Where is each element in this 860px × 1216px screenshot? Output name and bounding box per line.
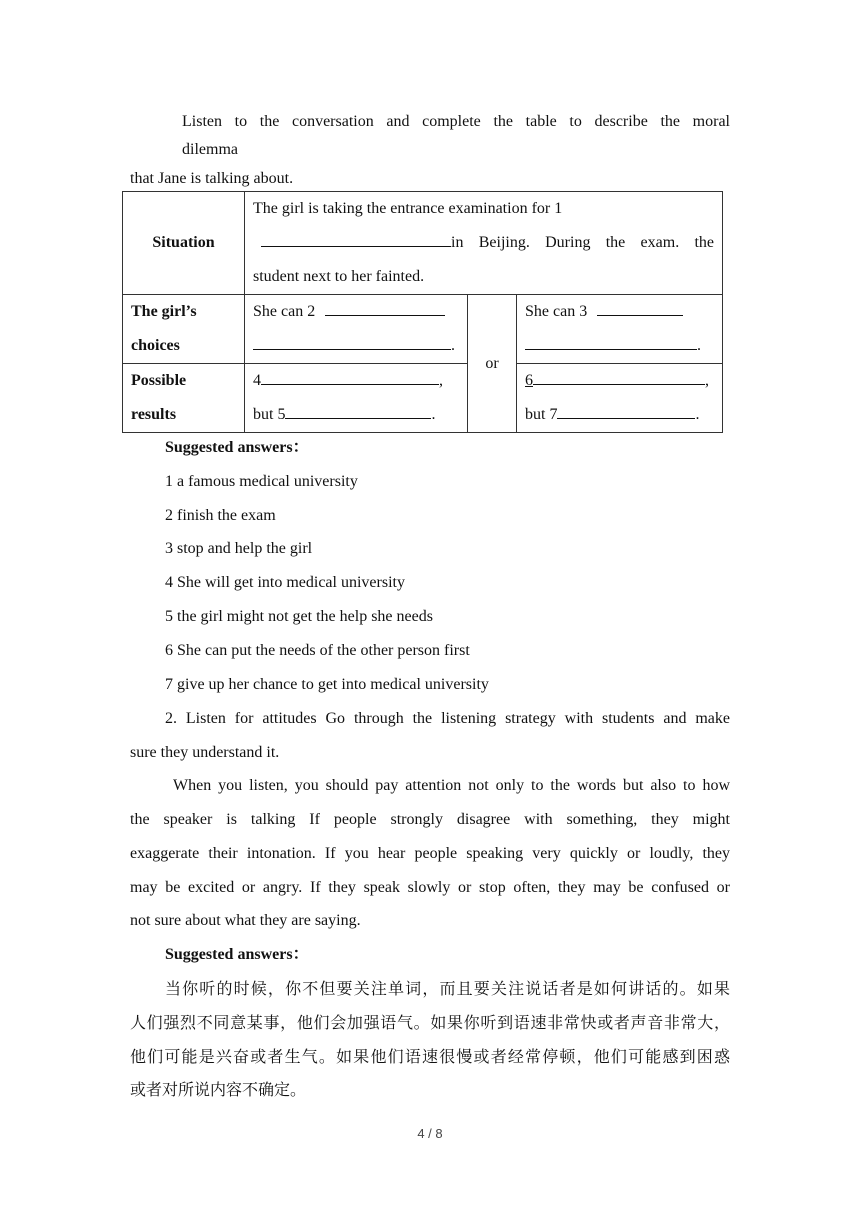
answer-item: 5 the girl might not get the help she needs (165, 608, 433, 625)
result-4-prefix: 4 (253, 372, 261, 389)
results-row (123, 364, 723, 433)
results-header-line-1: Possible (131, 372, 187, 389)
page-number: 4 / 8 (417, 1126, 443, 1141)
blank-7[interactable] (557, 401, 695, 419)
choice-a-end: . (451, 337, 455, 354)
blank-5[interactable] (285, 401, 431, 419)
answer-item: 3 stop and help the girl (165, 540, 313, 557)
blank-4[interactable] (261, 367, 439, 385)
section2-line-1: 2. Listen for attitudes Go through the listening strategy with students and make (165, 710, 730, 727)
answer-item: 6 She can put the needs of the other person first (165, 642, 470, 659)
choices-header-line-1: The girl’s (131, 303, 197, 320)
blank-2a[interactable] (325, 298, 445, 316)
dilemma-table (122, 191, 723, 433)
choice-b-prefix: She can 3 (525, 303, 588, 320)
cn-line-3: 他们可能是兴奋或者生气。如果他们语速很慢或者经常停顿，他们可能感到困惑 (130, 1047, 730, 1066)
result-7-end: . (695, 406, 700, 423)
results-header (123, 364, 245, 433)
choice-a-cell (245, 295, 468, 364)
cn-line-1: 当你听的时候，你不但要关注单词，而且要关注说话者是如何讲话的。如果 (165, 979, 730, 998)
result-6-end: , (705, 372, 709, 389)
choices-header (123, 295, 245, 364)
answer-item: 7 give up her chance to get into medical university (165, 676, 489, 693)
intro-line-3: that Jane is talking about. (130, 170, 294, 187)
blank-6[interactable] (533, 367, 705, 385)
situation-line-2-text: in Beijing. During the exam. the (451, 234, 715, 251)
section2-line-2: sure they understand it. (130, 744, 280, 761)
choice-a-prefix: She can 2 (253, 303, 316, 320)
intro-line-1: Listen to the conversation and complete the table to describe the moral (182, 113, 730, 130)
answers-heading-2: Suggested answers： (165, 946, 309, 963)
situation-header: Situation (123, 192, 245, 295)
choice-b-end: . (697, 337, 701, 354)
answer-item: 2 finish the exam (165, 507, 276, 524)
paragraph-line-1: When you listen, you should pay attention not only to the words but also to how (173, 777, 730, 794)
or-cell: or (468, 295, 517, 433)
blank-2b[interactable] (253, 332, 451, 350)
situation-line-1: The girl is taking the entrance examination for 1 (253, 200, 563, 217)
paragraph-line-3: exaggerate their intonation. If you hear people speaking very quickly or loudly, they (130, 845, 730, 862)
answer-item: 4 She will get into medical university (165, 574, 405, 591)
results-b-cell (517, 364, 723, 433)
answer-item: 1 a famous medical university (165, 473, 358, 490)
situation-line-2 (253, 226, 714, 260)
result-5-end: . (431, 406, 436, 423)
blank-3a[interactable] (597, 298, 683, 316)
results-header-line-2: results (131, 406, 177, 423)
intro-line-2: dilemma (182, 141, 238, 158)
blank-3b[interactable] (525, 332, 697, 350)
result-6-prefix: 6 (525, 372, 533, 389)
result-5-prefix: but 5 (253, 406, 286, 423)
choices-header-line-2: choices (131, 337, 180, 354)
situation-row (123, 192, 723, 295)
choice-b-cell (517, 295, 723, 364)
results-a-cell (245, 364, 468, 433)
situation-cell (245, 192, 723, 295)
paragraph-line-5: not sure about what they are saying. (130, 912, 361, 929)
paragraph-line-2: the speaker is talking If people strongly disagree with something, they might (130, 811, 730, 828)
choices-row (123, 295, 723, 364)
situation-line-3: student next to her fainted. (253, 268, 425, 285)
cn-line-4: 或者对所说内容不确定。 (130, 1080, 307, 1099)
result-7-prefix: but 7 (525, 406, 558, 423)
blank-1[interactable] (261, 229, 451, 247)
paragraph-line-4: may be excited or angry. If they speak slowly or stop often, they may be confused or (130, 879, 730, 896)
cn-line-2: 人们强烈不同意某事，他们会加强语气。如果你听到语速非常快或者声音非常大， (130, 1013, 730, 1032)
answers-heading-1: Suggested answers： (165, 439, 309, 456)
result-4-end: , (439, 372, 443, 389)
